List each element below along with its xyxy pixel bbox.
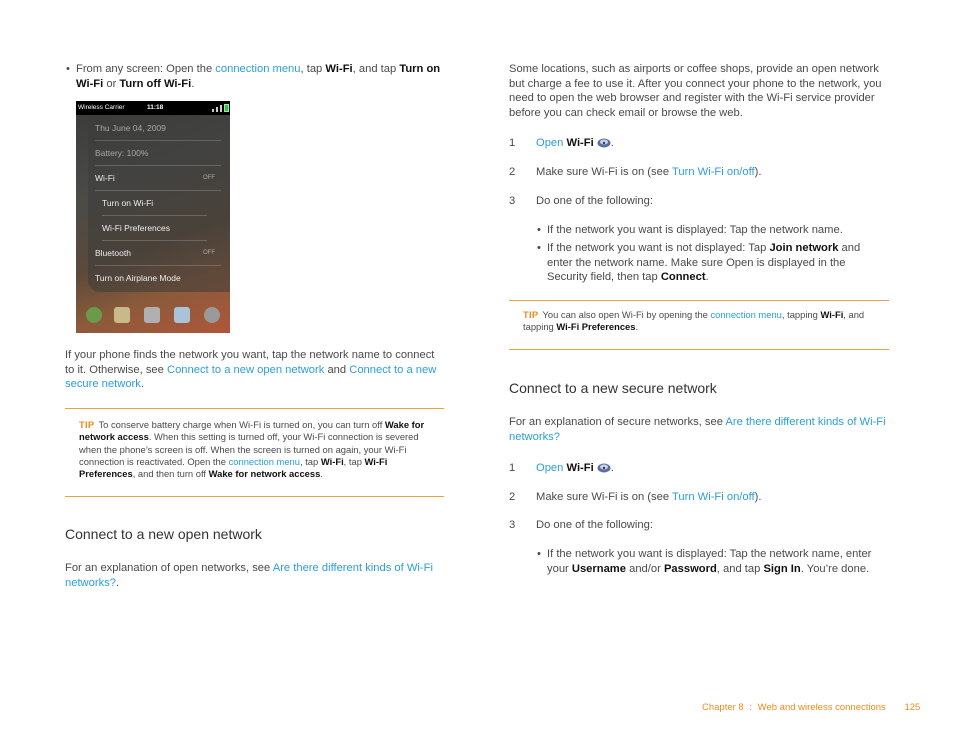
footer-title: Web and wireless connections	[757, 702, 886, 713]
bullet-secure-network-displayed: • If the network you want is displayed: Tap the network name, enter your Username and/or Password, and tap Sign In. You’re done.	[547, 547, 887, 576]
footer-chapter: Chapter 8	[702, 702, 744, 713]
step-number: 2	[509, 491, 516, 503]
heading-secure-network: Connect to a new secure network	[509, 380, 717, 396]
phone-app-icon[interactable]	[86, 307, 102, 323]
step-do-one: Do one of the following:	[536, 195, 653, 207]
time-label: 11:18	[147, 104, 164, 111]
signal-icon	[212, 104, 229, 112]
link-connect-open-network[interactable]: Connect to a new open network	[166, 363, 325, 376]
step-number: 2	[509, 166, 516, 178]
carrier-label: Wireless Carrier	[78, 104, 125, 111]
paragraph-network-found: If your phone finds the network you want, tap the network name to connect to it. Otherwise, see Connect to a new open network and Connect to a new secure network.	[65, 349, 437, 391]
bullet-network-not-displayed: • If the network you want is not displayed: Tap Join network and enter the network name. Make sure Open is displayed in the Security field, then tap Connect.	[547, 241, 887, 285]
bullet-wifi-toggle: • From any screen: Open the connection menu, tap Wi-Fi, and tap Turn on Wi-Fi or Turn off Wi-Fi.	[76, 62, 446, 91]
tip-label: TIP	[523, 309, 539, 320]
step-open-wifi: Open Wi-Fi .	[536, 137, 614, 149]
step-wifi-on: Make sure Wi-Fi is on (see Turn Wi-Fi on/off).	[536, 166, 762, 178]
phone-screenshot	[76, 101, 230, 333]
heading-open-network: Connect to a new open network	[65, 526, 262, 542]
menu-wifi[interactable]: Wi-Fi OFF	[95, 166, 221, 191]
page-footer	[702, 701, 920, 716]
menu-bluetooth[interactable]: Bluetooth OFF	[95, 241, 221, 266]
launcher-app-icon[interactable]	[204, 307, 220, 323]
link-turn-wifi-on-off[interactable]: Turn Wi-Fi on/off	[671, 166, 755, 178]
step-number: 1	[509, 462, 516, 474]
page-number: 125	[904, 702, 921, 713]
bullet-network-displayed: • If the network you want is displayed: Tap the network name.	[547, 223, 887, 238]
tip-label: TIP	[79, 419, 95, 430]
menu-date: Thu June 04, 2009	[95, 116, 221, 141]
step-number: 3	[509, 195, 516, 207]
link-turn-wifi-on-off-2[interactable]: Turn Wi-Fi on/off	[671, 491, 755, 503]
step-number: 1	[509, 137, 516, 149]
step-wifi-on-2: Make sure Wi-Fi is on (see Turn Wi-Fi on/off).	[536, 491, 762, 503]
wifi-app-icon	[597, 137, 611, 148]
battery-icon	[224, 104, 229, 112]
link-open-wifi[interactable]: Open	[536, 137, 564, 149]
paragraph-paid-networks: Some locations, such as airports or coffee shops, provide an open network but charge a fee to use it. After you connect your phone to the network, you need to open the web browser and register with the Wi-Fi service provider before you can check email or browse the web.	[509, 63, 882, 119]
link-connection-menu-tip[interactable]: connection menu	[228, 455, 300, 467]
menu-battery: Battery: 100%	[95, 141, 221, 166]
step-open-wifi-2: Open Wi-Fi .	[536, 462, 614, 474]
link-connect-secure-network[interactable]: Connect to a new secure network	[65, 363, 437, 391]
link-connection-menu[interactable]: connection menu	[215, 63, 301, 75]
footer-separator: :	[749, 702, 753, 713]
paragraph-secure-networks: For an explanation of secure networks, see Are there different kinds of Wi-Fi networks?	[509, 416, 886, 443]
tip-battery-text: TIP To conserve battery charge when Wi-Fi is turned on, you can turn off Wake for network access. When this setting is turned off, your Wi-Fi connection is severed when the phone’s screen is off. When the screen is turned on again, your Wi-Fi connection is reactivated. Open the connection menu, tap Wi-Fi, tap Wi-Fi Preferences, and then turn off Wake for network access.	[79, 419, 425, 480]
paragraph-open-networks: For an explanation of open networks, see Are there different kinds of Wi-Fi networks?.	[65, 562, 433, 589]
menu-turn-on-wifi[interactable]: Turn on Wi-Fi	[102, 191, 207, 216]
step-do-one-2: Do one of the following:	[536, 519, 653, 531]
launcher-dock	[76, 301, 230, 333]
calendar-app-icon[interactable]	[174, 307, 190, 323]
contacts-app-icon[interactable]	[114, 307, 130, 323]
tip-open-wifi-text: TIP You can also open Wi-Fi by opening the connection menu, tapping Wi-Fi, and tapping Wi-Fi Preferences.	[523, 309, 865, 333]
link-connection-menu-tip2[interactable]: connection menu	[710, 309, 782, 320]
link-wifi-network-kinds[interactable]: Are there different kinds of Wi-Fi networks?	[65, 562, 433, 589]
menu-airplane-mode[interactable]: Turn on Airplane Mode	[95, 273, 181, 283]
link-wifi-network-kinds-2[interactable]: Are there different kinds of Wi-Fi networks?	[509, 416, 886, 443]
menu-wifi-preferences[interactable]: Wi-Fi Preferences	[102, 216, 207, 241]
email-app-icon[interactable]	[144, 307, 160, 323]
status-bar	[76, 101, 230, 115]
step-number: 3	[509, 519, 516, 531]
link-open-wifi-2[interactable]: Open	[536, 462, 564, 474]
wifi-app-icon	[597, 462, 611, 473]
